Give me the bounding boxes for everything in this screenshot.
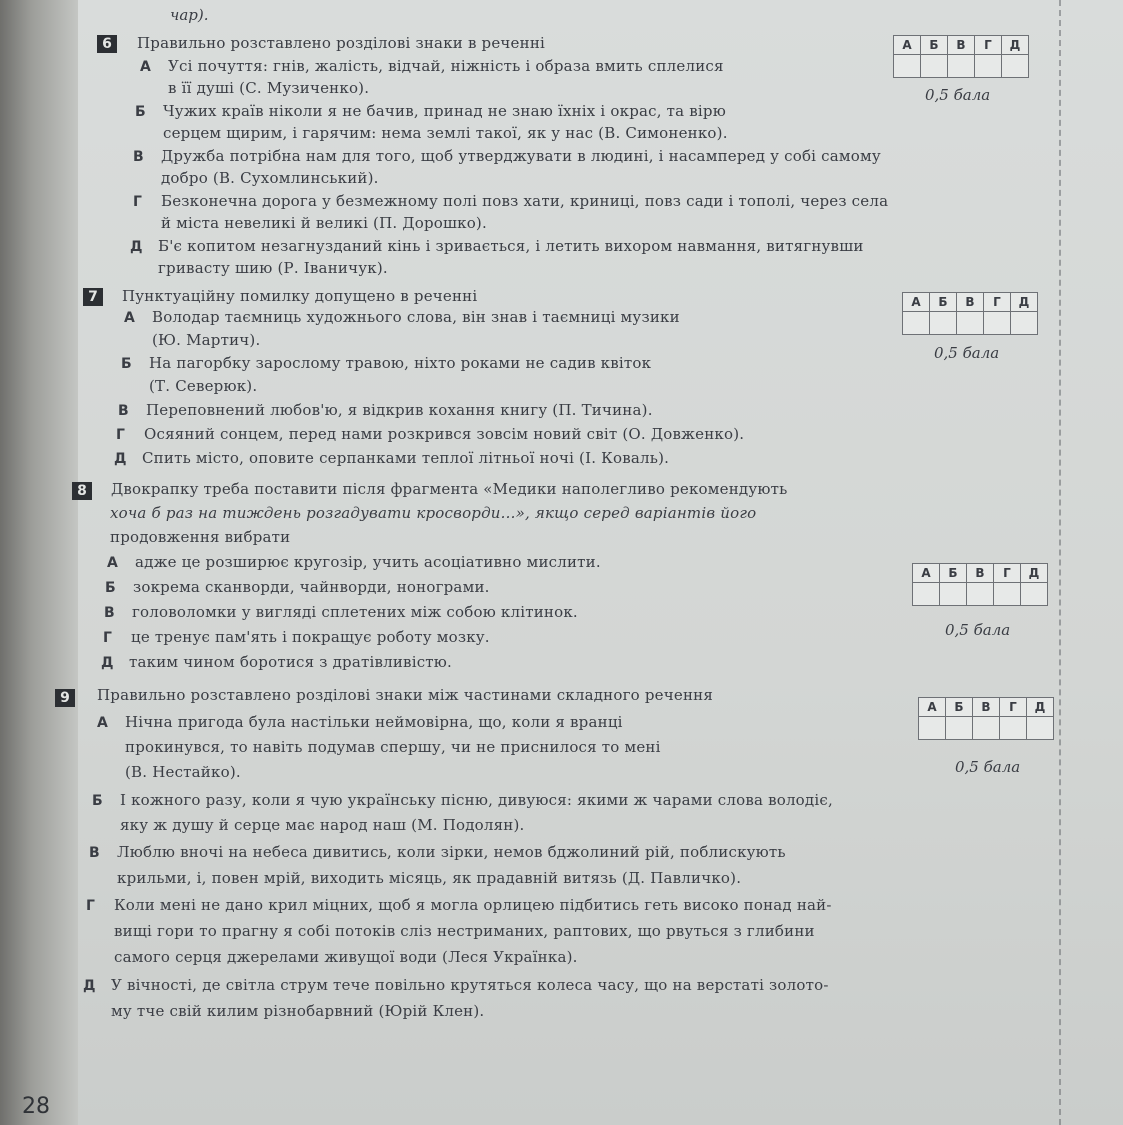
- option-continuation: й міста невеликі й великі (П. Дорошко).: [161, 214, 487, 232]
- option: [86, 896, 832, 914]
- option-text: Люблю вночі на небеса дивитись, коли зірки, немов бджолиний рій, поблискують: [117, 843, 786, 861]
- grid-letter: Г: [984, 293, 1011, 312]
- question-number: 9: [55, 689, 75, 707]
- grid-letter: А: [903, 293, 930, 312]
- answer-grid[interactable]: [918, 697, 1054, 740]
- score-label: 0,5 бала: [945, 621, 1011, 639]
- option-continuation: (Ю. Мартич).: [152, 331, 261, 349]
- question-number: 7: [83, 288, 103, 306]
- option: [121, 354, 651, 372]
- question-number: 8: [72, 482, 92, 500]
- option-letter: Д: [101, 655, 114, 671]
- option-text: Нічна пригода була настільки неймовірна, що, коли я вранці: [125, 713, 623, 731]
- option-text: зокрема сканворди, чайнворди, нонограми.: [133, 578, 490, 596]
- answer-cell[interactable]: [903, 312, 930, 335]
- grid-letter: В: [948, 36, 975, 55]
- option-text: На пагорбку зарослому травою, ніхто роками не садив квіток: [149, 354, 652, 372]
- answer-cell[interactable]: [1011, 312, 1038, 335]
- option: [124, 308, 680, 326]
- option-text: адже це розширює кругозір, учить асоціативно мислити.: [135, 553, 601, 571]
- answer-cell[interactable]: [921, 55, 948, 78]
- option-letter: Б: [135, 104, 146, 120]
- option: [92, 791, 833, 809]
- question-stem: Правильно розставлено розділові знаки в реченні: [137, 34, 546, 52]
- option-letter: Г: [103, 630, 113, 646]
- option-letter: В: [133, 149, 144, 165]
- answer-cell[interactable]: [973, 717, 1000, 740]
- grid-letter: А: [894, 36, 921, 55]
- option: [97, 713, 623, 731]
- option-text: Усі почуття: гнів, жалість, відчай, ніжність і образа вмить сплелися: [168, 57, 724, 75]
- answer-cell[interactable]: [994, 583, 1021, 606]
- score-label: 0,5 бала: [925, 86, 991, 104]
- option-letter: Д: [130, 239, 143, 255]
- option-text: Чужих країв ніколи я не бачив, принад не знаю їхніх і окрас, та вірю: [163, 102, 726, 120]
- answer-grid[interactable]: [902, 292, 1038, 335]
- grid-letter: Г: [994, 564, 1021, 583]
- option-text: Осяяний сонцем, перед нами розкрився зовсім новий світ (О. Довженко).: [144, 425, 745, 443]
- grid-letter: Б: [930, 293, 957, 312]
- option: [114, 449, 669, 467]
- option: [103, 628, 490, 646]
- option-letter: А: [97, 715, 109, 731]
- question-stem-line: продовження вибрати: [110, 528, 291, 546]
- option-text: Дружба потрібна нам для того, щоб утверджувати в людині, і насамперед у собі самому: [161, 147, 881, 165]
- option-continuation: яку ж душу й серце має народ наш (М. Подолян).: [120, 816, 525, 834]
- option-letter: Г: [116, 427, 126, 443]
- answer-cell[interactable]: [930, 312, 957, 335]
- grid-letter: Д: [1021, 564, 1048, 583]
- answer-grid[interactable]: [893, 35, 1029, 78]
- answer-cell[interactable]: [1021, 583, 1048, 606]
- answer-cell[interactable]: [946, 717, 973, 740]
- question-stem: Двокрапку треба поставити після фрагмента «Медики наполегливо рекомендують: [111, 480, 788, 498]
- option: [133, 147, 881, 165]
- option-continuation: крильми, і, повен мрій, виходить місяць, як прадавній витязь (Д. Павличко).: [117, 869, 742, 887]
- answer-cell[interactable]: [913, 583, 940, 606]
- option-continuation: добро (В. Сухомлинський).: [161, 169, 379, 187]
- answer-cell[interactable]: [940, 583, 967, 606]
- option-text: Спить місто, оповите серпанками теплої літньої ночі (І. Коваль).: [142, 449, 670, 467]
- option: [104, 603, 578, 621]
- option: [89, 843, 786, 861]
- grid-letter: Г: [975, 36, 1002, 55]
- option-continuation: прокинувся, то навіть подумав спершу, чи не приснилося то мені: [125, 738, 661, 756]
- answer-cell[interactable]: [894, 55, 921, 78]
- option: [107, 553, 601, 571]
- option: [83, 976, 829, 994]
- option-letter: А: [140, 59, 152, 75]
- option-text: Коли мені не дано крил міцних, щоб я могла орлицею підбитись геть високо понад най-: [114, 896, 832, 914]
- grid-letter: Б: [921, 36, 948, 55]
- score-label: 0,5 бала: [955, 758, 1021, 776]
- option-continuation: самого серця джерелами живущої води (Леся Українка).: [114, 948, 578, 966]
- question-number: 6: [97, 35, 117, 53]
- option-letter: Д: [114, 451, 127, 467]
- perforation-line: [1059, 0, 1061, 1125]
- score-label: 0,5 бала: [934, 344, 1000, 362]
- grid-letter: А: [919, 698, 946, 717]
- option: [130, 237, 864, 255]
- option-letter: В: [118, 403, 129, 419]
- answer-grid[interactable]: [912, 563, 1048, 606]
- grid-letter: В: [973, 698, 1000, 717]
- option-text: І кожного разу, коли я чую українську пісню, дивуюся: якими ж чарами слова володіє,: [120, 791, 833, 809]
- option-continuation: вищі гори то прагну я собі потоків сліз нестриманих, раптових, що рвуться з глибини: [114, 922, 815, 940]
- option: [116, 425, 744, 443]
- answer-cell[interactable]: [948, 55, 975, 78]
- option: [135, 102, 726, 120]
- option: [118, 401, 653, 419]
- answer-cell[interactable]: [1027, 717, 1054, 740]
- option-letter: Б: [92, 793, 103, 809]
- option-letter: В: [104, 605, 115, 621]
- answer-cell[interactable]: [984, 312, 1011, 335]
- question-stem: Правильно розставлено розділові знаки між частинами складного речення: [97, 686, 714, 704]
- grid-letter: В: [957, 293, 984, 312]
- question-stem-line: хоча б раз на тиждень розгадувати кросворди...», якщо серед варіантів його: [110, 504, 757, 522]
- question-stem: Пунктуаційну помилку допущено в реченні: [122, 287, 478, 305]
- option-text: Безконечна дорога у безмежному полі повз хати, криниці, повз сади і тополі, через села: [161, 192, 889, 210]
- option-letter: Б: [105, 580, 116, 596]
- option: [101, 653, 452, 671]
- option-text: Б'є копитом незагнузданий кінь і зривається, і летить вихором навмання, витягнувши: [158, 237, 864, 255]
- option-text: головоломки у вигляді сплетених між собою клітинок.: [132, 603, 578, 621]
- option-text: У вічності, де світла струм тече повільно крутяться колеса часу, що на верстаті золото-: [111, 976, 829, 994]
- answer-cell[interactable]: [1002, 55, 1029, 78]
- option-continuation: (В. Нестайко).: [125, 763, 241, 781]
- grid-letter: Д: [1002, 36, 1029, 55]
- option-continuation: (Т. Северюк).: [149, 377, 258, 395]
- option-continuation: му тче свій килим різнобарвний (Юрій Клен).: [111, 1002, 485, 1020]
- grid-letter: Б: [940, 564, 967, 583]
- answer-cell[interactable]: [1000, 717, 1027, 740]
- option-letter: Д: [83, 978, 96, 994]
- option-text: Володар таємниць художнього слова, він знав і таємниці музики: [152, 308, 680, 326]
- book-spine-shadow: [0, 0, 78, 1125]
- option: [133, 192, 888, 210]
- answer-cell[interactable]: [967, 583, 994, 606]
- answer-cell[interactable]: [975, 55, 1002, 78]
- option-letter: Г: [86, 898, 96, 914]
- grid-letter: Д: [1011, 293, 1038, 312]
- answer-cell[interactable]: [957, 312, 984, 335]
- page-number: 28: [22, 1094, 50, 1119]
- option-letter: Г: [133, 194, 143, 210]
- answer-cell[interactable]: [919, 717, 946, 740]
- grid-letter: Б: [946, 698, 973, 717]
- option-letter: А: [107, 555, 119, 571]
- option-continuation: серцем щирим, і гарячим: нема землі такої, як у нас (В. Симоненко).: [163, 124, 728, 142]
- option-text: Переповнений любов'ю, я відкрив кохання книгу (П. Тичина).: [146, 401, 653, 419]
- option-letter: А: [124, 310, 136, 326]
- grid-letter: Г: [1000, 698, 1027, 717]
- option-text: це тренує пам'ять і покращує роботу мозку.: [131, 628, 490, 646]
- grid-letter: В: [967, 564, 994, 583]
- option-continuation: гривасту шию (Р. Іваничук).: [158, 259, 388, 277]
- grid-letter: Д: [1027, 698, 1054, 717]
- option-text: таким чином боротися з дратівливістю.: [129, 653, 453, 671]
- grid-letter: А: [913, 564, 940, 583]
- option-letter: Б: [121, 356, 132, 372]
- option: [140, 57, 724, 75]
- option-letter: В: [89, 845, 100, 861]
- previous-question-fragment: чар).: [170, 6, 209, 24]
- option-continuation: в її душі (С. Музиченко).: [168, 79, 370, 97]
- option: [105, 578, 490, 596]
